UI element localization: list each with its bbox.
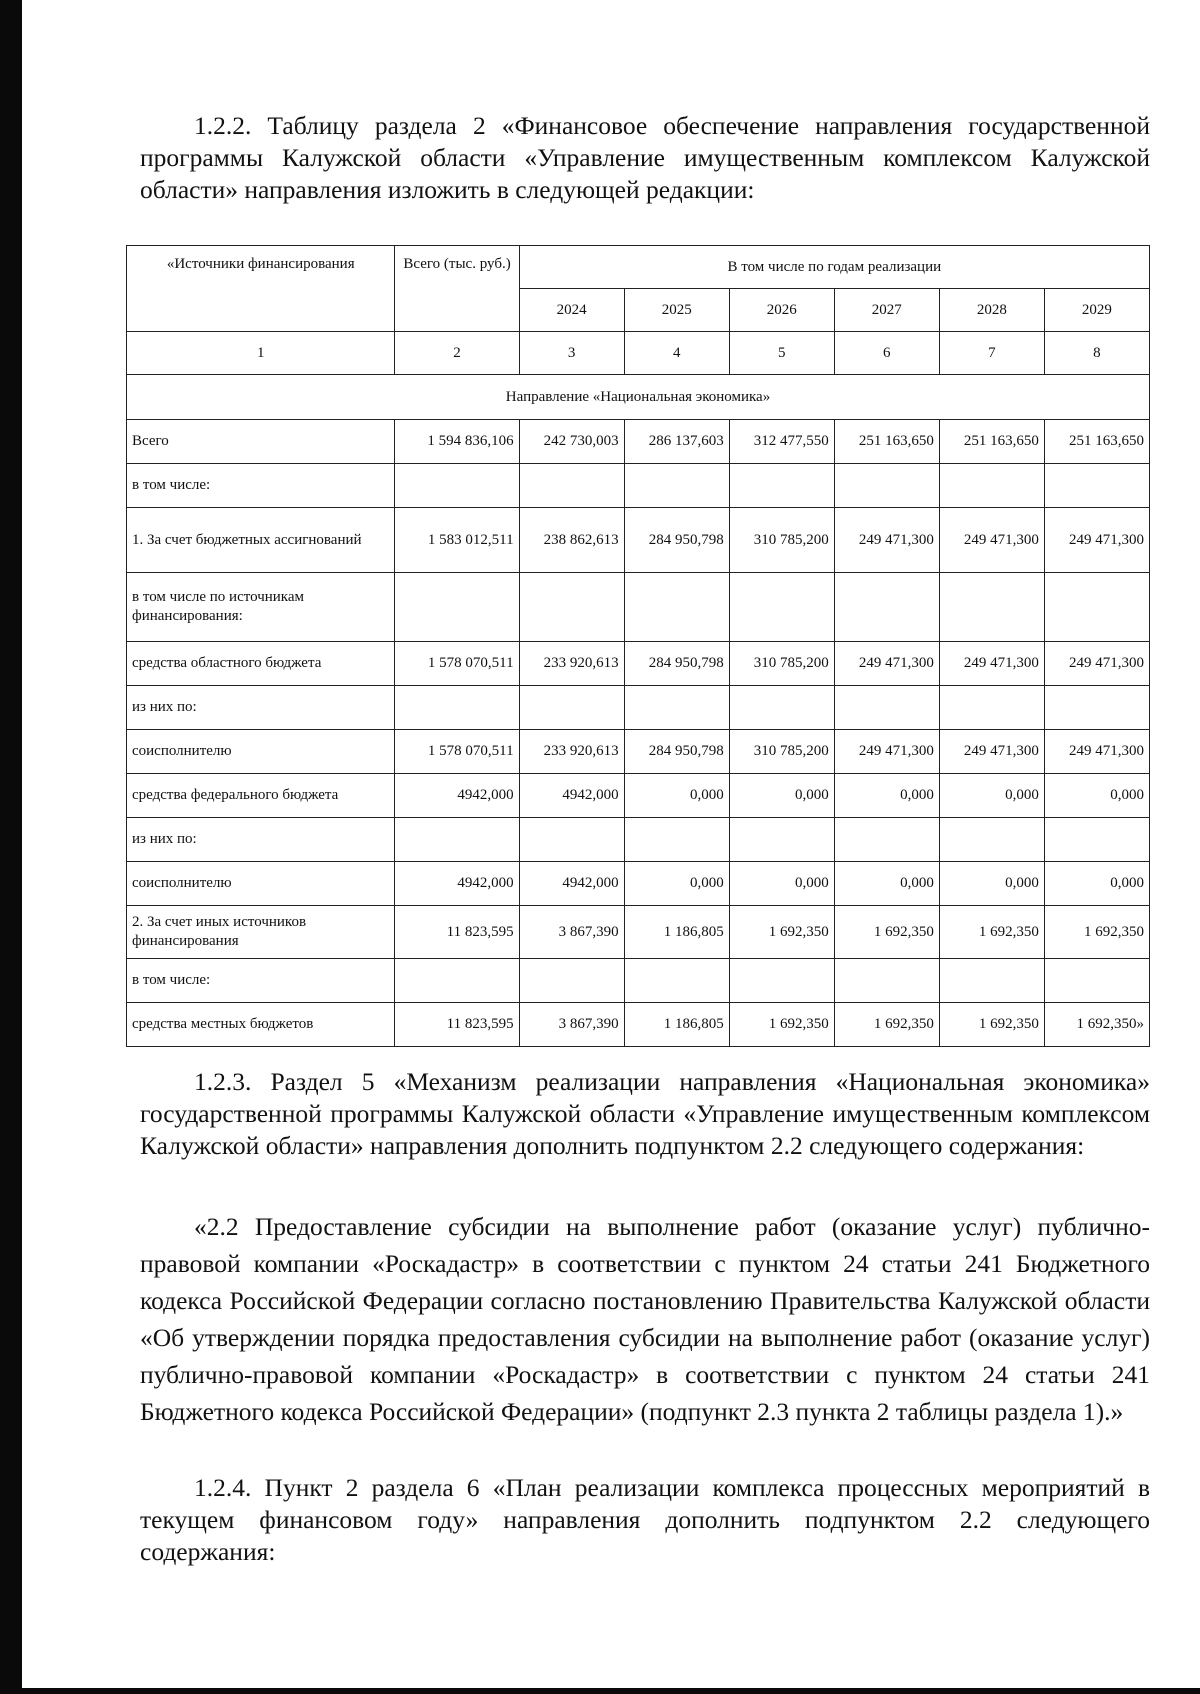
value-cell — [519, 686, 624, 730]
value-cell: 3 867,390 — [519, 906, 624, 959]
value-cell: 4942,000 — [519, 774, 624, 818]
value-cell: 1 692,350 — [834, 1003, 939, 1047]
value-cell: 238 862,613 — [519, 508, 624, 573]
value-cell: 1 583 012,511 — [395, 508, 519, 573]
table-row — [127, 730, 1150, 774]
value-cell: 0,000 — [939, 862, 1044, 906]
value-cell: 11 823,595 — [395, 1003, 519, 1047]
value-cell — [395, 818, 519, 862]
value-cell — [624, 959, 729, 1003]
value-cell: 0,000 — [624, 774, 729, 818]
column-index: 1 — [127, 332, 395, 375]
value-cell: 1 692,350 — [939, 906, 1044, 959]
row-label: в том числе: — [127, 959, 395, 1003]
value-cell — [834, 464, 939, 508]
value-cell: 0,000 — [939, 774, 1044, 818]
value-cell — [1044, 464, 1149, 508]
table-row — [127, 508, 1150, 573]
header-years-group: В том числе по годам реализации — [519, 246, 1149, 289]
table-row — [127, 1003, 1150, 1047]
value-cell: 1 578 070,511 — [395, 730, 519, 774]
value-cell: 284 950,798 — [624, 730, 729, 774]
value-cell: 284 950,798 — [624, 508, 729, 573]
row-label: средства местных бюджетов — [127, 1003, 395, 1047]
value-cell — [519, 818, 624, 862]
value-cell — [395, 573, 519, 642]
table-row — [127, 906, 1150, 959]
value-cell: 310 785,200 — [729, 730, 834, 774]
column-index: 7 — [939, 332, 1044, 375]
value-cell: 251 163,650 — [834, 420, 939, 464]
value-cell — [624, 464, 729, 508]
value-cell — [834, 959, 939, 1003]
value-cell: 310 785,200 — [729, 642, 834, 686]
header-year: 2024 — [519, 289, 624, 332]
value-cell — [834, 573, 939, 642]
header-sources: «Источники финансирования — [127, 246, 395, 332]
value-cell — [624, 818, 729, 862]
value-cell: 249 471,300 — [939, 642, 1044, 686]
value-cell — [395, 959, 519, 1003]
column-index: 4 — [624, 332, 729, 375]
value-cell: 249 471,300 — [1044, 508, 1149, 573]
value-cell — [395, 464, 519, 508]
value-cell: 0,000 — [1044, 774, 1149, 818]
value-cell: 233 920,613 — [519, 730, 624, 774]
table-data-body — [127, 420, 1150, 1047]
value-cell: 312 477,550 — [729, 420, 834, 464]
value-cell: 251 163,650 — [1044, 420, 1149, 464]
header-year: 2029 — [1044, 289, 1149, 332]
value-cell — [834, 818, 939, 862]
header-year: 2025 — [624, 289, 729, 332]
value-cell: 4942,000 — [519, 862, 624, 906]
value-cell: 1 186,805 — [624, 1003, 729, 1047]
value-cell: 1 594 836,106 — [395, 420, 519, 464]
financing-table — [126, 245, 1150, 1047]
column-index-row — [127, 332, 1150, 375]
value-cell — [729, 464, 834, 508]
value-cell: 0,000 — [1044, 862, 1149, 906]
scan-bottom-edge — [0, 1688, 1200, 1694]
scan-left-edge — [0, 0, 22, 1694]
column-index: 8 — [1044, 332, 1149, 375]
row-label: соисполнителю — [127, 862, 395, 906]
table-row — [127, 464, 1150, 508]
table-row — [127, 686, 1150, 730]
value-cell: 1 692,350 — [729, 1003, 834, 1047]
row-label: 1. За счет бюджетных ассигнований — [127, 508, 395, 573]
row-label: в том числе по источникам финансирования: — [127, 573, 395, 642]
value-cell: 0,000 — [729, 774, 834, 818]
header-year: 2028 — [939, 289, 1044, 332]
value-cell: 0,000 — [729, 862, 834, 906]
table-header-row — [127, 246, 1150, 289]
row-label: из них по: — [127, 686, 395, 730]
value-cell — [1044, 686, 1149, 730]
value-cell: 249 471,300 — [834, 642, 939, 686]
value-cell: 3 867,390 — [519, 1003, 624, 1047]
value-cell — [939, 573, 1044, 642]
column-index: 5 — [729, 332, 834, 375]
paragraph-1-2-2: 1.2.2. Таблицу раздела 2 «Финансовое обеспечение направления государственной программы Калужской области «Управление имущественным комплексом Калужской области» направления изложить в следующей редакции: — [140, 111, 1150, 204]
section-title-row — [127, 375, 1150, 420]
value-cell — [519, 573, 624, 642]
value-cell: 249 471,300 — [1044, 730, 1149, 774]
header-year: 2026 — [729, 289, 834, 332]
header-total: Всего (тыс. руб.) — [395, 246, 519, 332]
value-cell — [1044, 959, 1149, 1003]
value-cell — [939, 686, 1044, 730]
value-cell: 4942,000 — [395, 774, 519, 818]
value-cell: 249 471,300 — [939, 508, 1044, 573]
row-label: средства федерального бюджета — [127, 774, 395, 818]
value-cell: 242 730,003 — [519, 420, 624, 464]
value-cell: 1 692,350 — [1044, 906, 1149, 959]
section-title: Направление «Национальная экономика» — [127, 375, 1150, 420]
paragraph-quote-2-2: «2.2 Предоставление субсидии на выполнение работ (оказание услуг) публично-правовой компании «Роскадастр» в соответствии с пунктом 24 статьи 241 Бюджетного кодекса Российской Федерации согласно постановлению Правительства Калужской области «Об утверждении порядка предоставления субсидии на выполнение работ (оказание услуг) публично-правовой компании «Роскадастр» в соответствии с пунктом 24 статьи 241 Бюджетного кодекса Российской Федерации» (подпункт 2.3 пункта 2 таблицы раздела 1).» — [140, 1212, 1150, 1426]
value-cell: 1 692,350 — [729, 906, 834, 959]
value-cell — [834, 686, 939, 730]
value-cell — [1044, 573, 1149, 642]
value-cell: 251 163,650 — [939, 420, 1044, 464]
value-cell — [729, 818, 834, 862]
value-cell: 1 578 070,511 — [395, 642, 519, 686]
column-index: 2 — [395, 332, 519, 375]
table-row — [127, 420, 1150, 464]
value-cell — [729, 959, 834, 1003]
value-cell: 1 692,350 — [939, 1003, 1044, 1047]
value-cell — [395, 686, 519, 730]
row-label: 2. За счет иных источников финансирования — [127, 906, 395, 959]
table-row — [127, 818, 1150, 862]
value-cell: 11 823,595 — [395, 906, 519, 959]
value-cell — [624, 686, 729, 730]
value-cell: 1 186,805 — [624, 906, 729, 959]
table-row — [127, 642, 1150, 686]
value-cell: 249 471,300 — [939, 730, 1044, 774]
value-cell: 284 950,798 — [624, 642, 729, 686]
value-cell: 249 471,300 — [834, 508, 939, 573]
value-cell — [729, 686, 834, 730]
value-cell — [939, 959, 1044, 1003]
value-cell: 249 471,300 — [1044, 642, 1149, 686]
column-index: 3 — [519, 332, 624, 375]
row-label: средства областного бюджета — [127, 642, 395, 686]
table-row — [127, 959, 1150, 1003]
value-cell: 286 137,603 — [624, 420, 729, 464]
value-cell — [939, 464, 1044, 508]
value-cell — [624, 573, 729, 642]
value-cell — [519, 959, 624, 1003]
value-cell: 4942,000 — [395, 862, 519, 906]
row-label: Всего — [127, 420, 395, 464]
value-cell: 1 692,350 — [834, 906, 939, 959]
value-cell: 0,000 — [624, 862, 729, 906]
value-cell — [939, 818, 1044, 862]
row-label: соисполнителю — [127, 730, 395, 774]
paragraph-1-2-3: 1.2.3. Раздел 5 «Механизм реализации направления «Национальная экономика» государственной программы Калужской области «Управление имущественным комплексом Калужской области» направления дополнить подпунктом 2.2 следующего содержания: — [140, 1067, 1150, 1160]
row-label: из них по: — [127, 818, 395, 862]
value-cell: 0,000 — [834, 862, 939, 906]
value-cell: 310 785,200 — [729, 508, 834, 573]
paragraph-1-2-4: 1.2.4. Пункт 2 раздела 6 «План реализации комплекса процессных мероприятий в текущем финансовом году» направления дополнить подпунктом 2.2 следующего содержания: — [140, 1473, 1150, 1566]
header-year: 2027 — [834, 289, 939, 332]
value-cell — [519, 464, 624, 508]
table-row — [127, 573, 1150, 642]
value-cell: 249 471,300 — [834, 730, 939, 774]
value-cell — [1044, 818, 1149, 862]
value-cell: 0,000 — [834, 774, 939, 818]
table-row — [127, 862, 1150, 906]
column-index: 6 — [834, 332, 939, 375]
row-label: в том числе: — [127, 464, 395, 508]
value-cell — [729, 573, 834, 642]
value-cell: 1 692,350» — [1044, 1003, 1149, 1047]
table-row — [127, 774, 1150, 818]
value-cell: 233 920,613 — [519, 642, 624, 686]
